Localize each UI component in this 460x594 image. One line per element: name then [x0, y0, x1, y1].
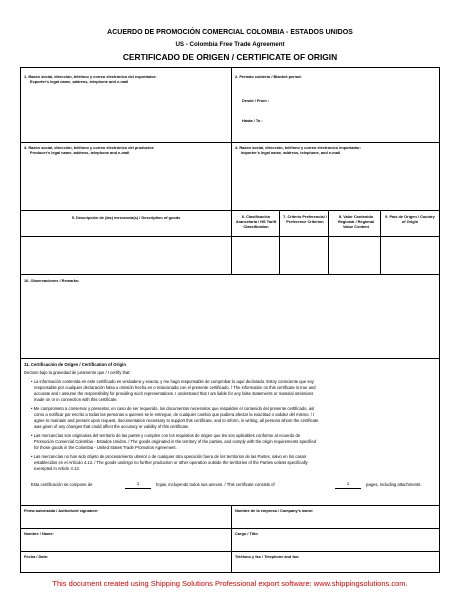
authorized-signature-label: Firma autorizada / Authorized signature:	[24, 508, 99, 513]
remarks-label: 10. Observaciones / Remarks:	[24, 278, 80, 283]
blanket-period-label: 2. Período cubierto / Blanket period:	[235, 74, 302, 79]
title-label: Cargo / Title:	[235, 531, 259, 536]
rvc-header: 8. Valor Contenido Regional / Regional Value Content	[337, 214, 375, 229]
vertical-divider-signature	[231, 505, 232, 573]
divider-row3	[21, 274, 439, 275]
pages-count-field[interactable]: 1	[335, 481, 361, 489]
bullet-4-line: • Las mercancías no han sido objeto de procesamiento ulterior o de cualquier otra operación fuera de los territorios de las Partes, salvo en los casos	[31, 454, 307, 459]
divider-row4	[21, 358, 439, 359]
origin-country-header: 9. País de Origen / Country of Origin	[385, 214, 435, 224]
bullet-2-line: agree to maintain and present upon request, documentation necessary to support this certificate, and to inform, in writing, all persons whom the certificate	[34, 418, 319, 423]
agreement-title-en: US - Colombia Free Trade Agreement	[175, 41, 285, 48]
blanket-to-label: Hasta / To :	[242, 118, 263, 123]
divider-sig-2	[21, 551, 439, 552]
description-header: 5. Descripción de (las) mercancía(s) / Description of goods	[71, 215, 181, 220]
blanket-from-label: Desde / From :	[242, 98, 270, 103]
importer-field[interactable]	[243, 157, 433, 207]
title-field[interactable]	[235, 537, 437, 547]
bullet-1-line: accurate and I assume the responsibility for providing such representations. I understand that I am liable for any false statements or material omissions	[34, 391, 314, 396]
bullet-1-line: made on or in connection with this certificate.	[34, 397, 118, 402]
divider-row1	[21, 142, 439, 143]
divider-row2	[21, 210, 439, 211]
producer-label-en: Producer's legal name, address, telephone and e-mail	[30, 150, 130, 155]
bullet-2-line: • Me comprometo a conservar y presentar, en caso de ser requerido, los documentos necesarios que respalden el contenido del presente certificado, así	[31, 406, 315, 411]
divider-sig-1	[21, 528, 439, 529]
agreement-title-es: ACUERDO DE PROMOCIÓN COMERCIAL COLOMBIA - ESTADOS UNIDOS	[107, 29, 353, 36]
tariff-field[interactable]	[233, 238, 277, 272]
divider-table-header	[21, 236, 439, 237]
bullet-1-line: • La información contenida en este certificado es verdadera y exacta, y me hago responsable de comprobar lo aquí declarado. Estoy consciente que soy	[31, 379, 314, 384]
bullet-1-line: responsable por cualquier declaración falsa u omisión hecha en o relacionada con el presente certificado. / The information on this certificate is true and	[34, 385, 316, 390]
name-label: Nombre / Name:	[24, 531, 54, 536]
criterion-header: 7. Criterio Preferencial / Preference Criterion	[283, 214, 327, 224]
bullet-4-line: establecidos en el Artículo 4.13. / The goods undergo no further production or other operation outside the territories of the Parties unless specifically	[34, 460, 308, 465]
col-divider-7-8	[328, 210, 329, 274]
rvc-field[interactable]	[331, 238, 378, 272]
remarks-field[interactable]	[24, 285, 436, 355]
phone-fax-label: Teléfono y fax / Telephone and fax:	[235, 554, 300, 559]
bullet-4-line: exempted in Article 4.13.	[34, 466, 80, 471]
date-label: Fecha / Date:	[24, 554, 49, 559]
date-field[interactable]	[24, 560, 228, 570]
blanket-to-field[interactable]	[279, 116, 429, 124]
declaration-text: Declaro bajo la gravedad de juramento que / I certify that:	[24, 370, 131, 375]
tariff-header: 6. Clasificación Arancelaria / HS Tariff Classification	[235, 214, 277, 229]
blanket-from-field[interactable]	[279, 96, 429, 104]
company-name-field[interactable]	[235, 514, 437, 524]
footer-notice: This document created using Shipping Solutions Professional export software: www.shippingsolutions.com.	[52, 579, 408, 588]
bullet-2-line: was given of any changes that could affect the accuracy or validity of this certificate.	[34, 424, 190, 429]
bullet-3-line: for those goods in the Colombia - United States Trade Promotion Agreement.	[34, 445, 177, 450]
form-title: CERTIFICADO DE ORIGEN / CERTIFICATE OF ORIGIN	[122, 52, 338, 62]
certificate-form	[20, 67, 440, 573]
sheets-count-field[interactable]: 1	[125, 481, 151, 489]
company-name-label: Nombre de la empresa / Company's name:	[235, 508, 314, 513]
col-divider-6-7	[279, 210, 280, 274]
name-field[interactable]	[24, 537, 228, 547]
goods-description-field[interactable]	[23, 238, 229, 272]
col-divider-8-9	[380, 210, 381, 274]
pages-middle: hojas, incluyendo todos sus anexos. / This certificate consists of	[156, 482, 275, 487]
authorized-signature-field[interactable]	[24, 514, 228, 524]
bullet-3-line: • Las mercancías son originarias del territorio de las partes y cumplen con los requisitos de origen que les son aplicables conforme al Acuerdo de	[31, 433, 301, 438]
exporter-label: 1. Razón social, dirección, teléfono y correo electrónico del exportador:	[24, 74, 157, 79]
exporter-field[interactable]	[33, 85, 223, 137]
phone-fax-field[interactable]	[235, 560, 437, 570]
vertical-divider-1-2	[231, 68, 232, 274]
origin-country-field[interactable]	[383, 238, 437, 272]
exporter-label-en: Exporter's legal name, address, telephone and e-mail	[30, 79, 129, 84]
divider-row5	[21, 505, 439, 506]
criterion-field[interactable]	[282, 238, 326, 272]
pages-suffix: pages, including attachments.	[366, 482, 422, 487]
certification-label: 11. Certificación de Origen / Certification of Origin	[24, 362, 126, 367]
importer-label: 4. Razón social, dirección, teléfono y correo electrónico importador:	[235, 145, 362, 150]
producer-field[interactable]	[33, 157, 223, 207]
bullet-2-line: como a notificar por escrito a todas las personas a quienes se le entregue, de cualquier cambio que pudiera afectar la exactitud o validez del mismo. / I	[34, 412, 315, 417]
producer-label: 3. Razón social, dirección, teléfono y correo electrónico del productor:	[24, 145, 155, 150]
importer-label-en: Importer's legal name, address, telephone, and e-mail	[241, 150, 341, 155]
pages-prefix: Esta certificación se compone de	[31, 482, 93, 487]
bullet-3-line: Promoción Comercial Colombia - Estados Unidos. / The goods originated in the territory of the parties, and comply with the origin requirements specified	[34, 439, 317, 444]
